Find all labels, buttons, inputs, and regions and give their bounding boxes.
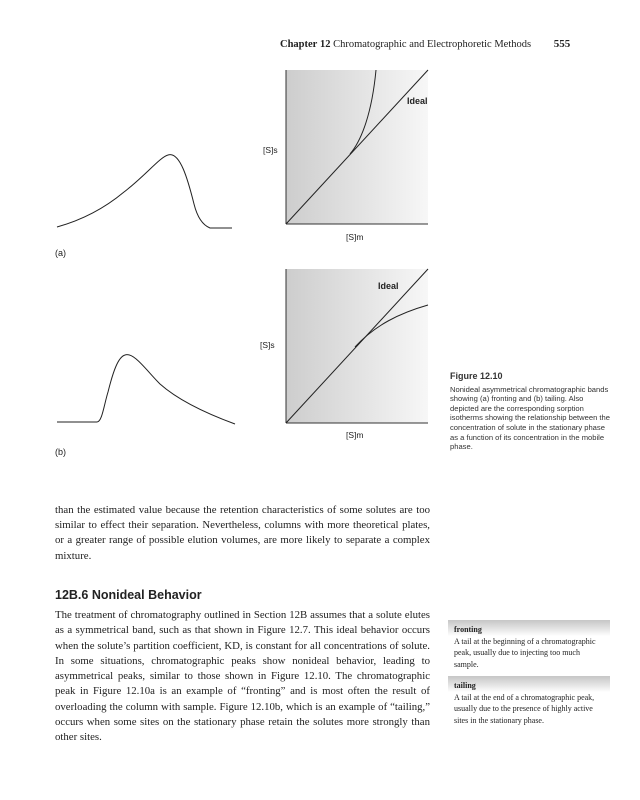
figure-number: Figure 12.10 bbox=[450, 371, 503, 381]
isotherm-a-x-label: [S]m bbox=[346, 232, 364, 242]
glossary-entry-fronting bbox=[448, 620, 610, 672]
glossary-definition: A tail at the end of a chromatographic peak, usually due to the presence of highly active sites in the stationary phase. bbox=[454, 693, 595, 725]
isotherm-a-ideal-label: Ideal bbox=[407, 96, 428, 106]
glossary-term: tailing bbox=[454, 681, 476, 690]
page-number: 555 bbox=[553, 38, 571, 50]
isotherm-b-y-label: [S]s bbox=[260, 340, 275, 350]
panel-b-label: (b) bbox=[55, 447, 66, 457]
chapter-title: Chromatographic and Electrophoretic Methods bbox=[333, 39, 532, 50]
panel-a-label: (a) bbox=[55, 248, 66, 258]
glossary-term: fronting bbox=[454, 625, 482, 634]
body-paragraph-1: than the estimated value because the retention characteristics of some solutes are too similar to effect their separation. Nevertheless, columns with more theoretical plates, or a greater range of possible elution volumes, are more likely to separate a complex mixture. bbox=[55, 504, 430, 562]
isotherm-b-ideal-label: Ideal bbox=[378, 281, 399, 291]
glossary-definition: A tail at the beginning of a chromatographic peak, usually due to injecting too much sample. bbox=[454, 637, 596, 669]
figure-caption-text: Nonideal asymmetrical chromatographic bands showing (a) fronting and (b) tailing. Also depicted are the corresponding sorption isotherms showing the relationship between the concentration of solute in the stationary phase as a function of its concentration in the mobile phase. bbox=[450, 384, 610, 452]
section-heading: 12B.6 Nonideal Behavior bbox=[55, 588, 202, 602]
fronting-peak-curve bbox=[57, 155, 232, 228]
isotherm-b-x-label: [S]m bbox=[346, 430, 364, 440]
chapter-number: 12 bbox=[319, 39, 331, 50]
figure-caption bbox=[450, 372, 610, 452]
tailing-peak-curve bbox=[57, 355, 235, 424]
isotherm-a-y-label: [S]s bbox=[263, 145, 278, 155]
chapter-label: Chapter bbox=[280, 39, 318, 50]
glossary-entry-tailing bbox=[448, 676, 610, 728]
body-paragraph-2: The treatment of chromatography outlined in Section 12B assumes that a solute elutes as a symmetrical band, such as that shown in Figure 12.7. This ideal behavior occurs when the solute’s partition coefficient, KD, is constant for all concentrations of solute. In some situations, chromatographic peaks show nonideal behavior, leading to asymmetrical peaks, similar to those shown in Figure 12.10. The chromatographic peak in Figure 12.10a is an example of “fronting” and is most often the result of overloading the column with sample. Figure 12.10b, which is an example of “tailing,” occurs when some sites on the stationary phase retain the solutes more strongly than other sites. bbox=[55, 609, 430, 744]
